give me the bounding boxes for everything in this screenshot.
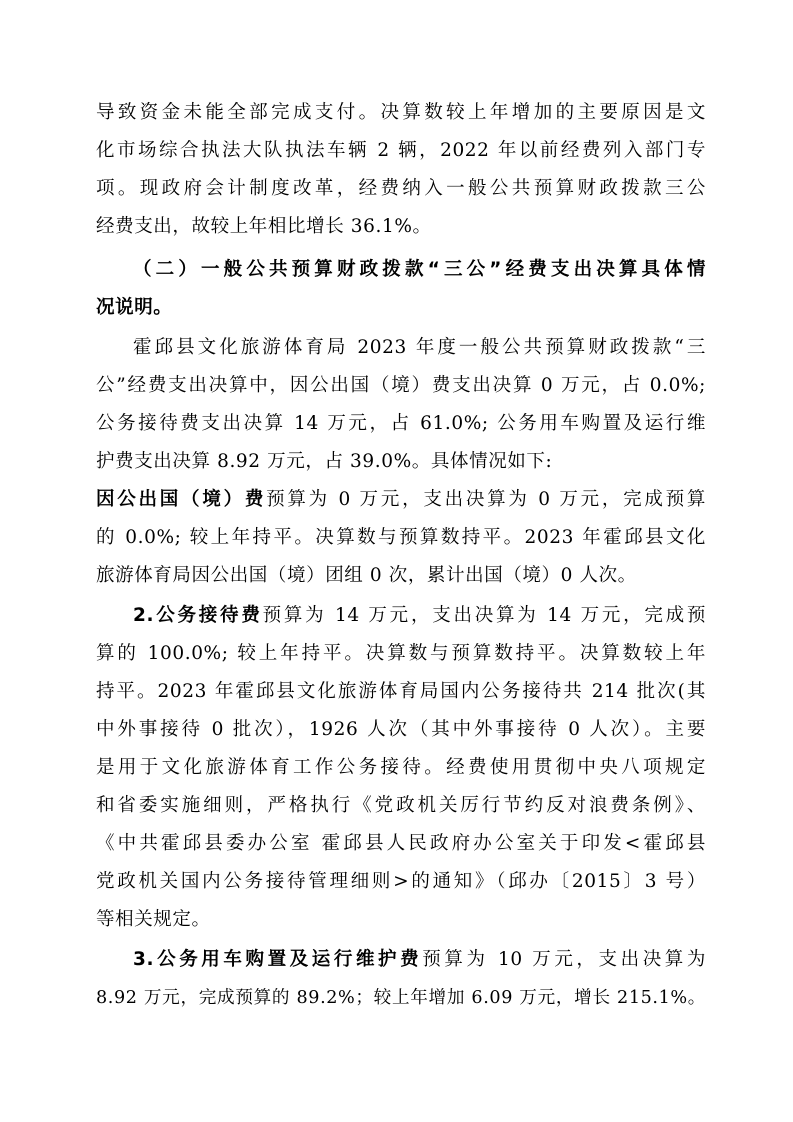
text-line	[96, 371, 706, 401]
text-line	[133, 945, 706, 975]
text-run: 经费支出，故较上年相比增长 36.1%。	[96, 216, 432, 237]
text-line	[96, 791, 706, 821]
text-line	[96, 753, 706, 783]
text-run: 和省委实施细则，严格执行《党政机关厉行节约反对浪费条例》、	[96, 795, 706, 816]
text-line	[96, 983, 706, 1013]
text-line	[96, 174, 706, 204]
item-title: 2.公务接待费	[133, 605, 263, 626]
text-run: 预算为 0 万元，支出决算为 0 万元，完成预算	[266, 489, 706, 510]
text-run: 算的 100.0%; 较上年持平。决算数与预算数持平。决算数较上年	[96, 643, 706, 664]
text-line	[96, 447, 706, 477]
text-run: 旅游体育局因公出国（境）团组 0 次，累计出国（境）0 人次。	[96, 565, 637, 586]
text-run: 公”经费支出决算中，因公出国（境）费支出决算 0 万元，占 0.0%;	[96, 375, 706, 396]
text-run: 党政机关国内公务接待管理细则>的通知》（邱办〔2015〕3 号）	[96, 871, 706, 892]
item-title: 因公出国（境）费	[96, 489, 267, 510]
text-line	[96, 523, 706, 553]
text-run: 持平。2023 年霍邱县文化旅游体育局国内公务接待共 214 批次(其	[96, 681, 706, 702]
text-run: 化市场综合执法大队执法车辆 2 辆，2022 年以前经费列入部门专	[96, 140, 706, 161]
text-run: 8.92 万元，完成预算的 89.2%；较上年增加 6.09 万元，增长 215.1%。	[96, 988, 706, 1008]
text-run: 预算为 10 万元，支出决算为	[422, 949, 706, 970]
text-run: 是用于文化旅游体育工作公务接待。经费使用贯彻中央八项规定	[96, 757, 706, 778]
text-line	[96, 867, 706, 897]
text-run: 霍邱县文化旅游体育局 2023 年度一般公共预算财政拨款“三	[133, 337, 706, 358]
text-line	[96, 409, 706, 439]
section-heading-continued	[96, 293, 706, 323]
text-line	[96, 212, 706, 242]
heading-text: 况说明。	[96, 297, 173, 318]
text-run: 的 0.0%; 较上年持平。决算数与预算数持平。2023 年霍邱县文化	[96, 527, 706, 548]
text-line	[96, 98, 706, 128]
text-run: 护费支出决算 8.92 万元，占 39.0%。具体情况如下:	[96, 451, 553, 472]
text-run: 预算为 14 万元，支出决算为 14 万元，完成预	[262, 605, 706, 626]
text-line	[96, 905, 706, 935]
text-run: 中外事接待 0 批次），1926 人次（其中外事接待 0 人次）。主要	[96, 719, 706, 740]
heading-text: （二）一般公共预算财政拨款“三公”经费支出决算具体情	[133, 259, 706, 280]
text-line	[133, 601, 706, 631]
item-title: 3.公务用车购置及运行维护费	[133, 949, 423, 970]
text-run: 公务接待费支出决算 14 万元，占 61.0%; 公务用车购置及运行维	[96, 413, 706, 434]
text-run: 《中共霍邱县委办公室 霍邱县人民政府办公室关于印发<霍邱县	[96, 833, 706, 854]
text-line	[96, 561, 706, 591]
text-line	[96, 715, 706, 745]
text-line	[96, 136, 706, 166]
text-run: 项。现政府会计制度改革，经费纳入一般公共预算财政拨款三公	[96, 178, 706, 199]
text-run: 等相关规定。	[96, 909, 211, 930]
text-line	[96, 829, 706, 859]
text-run: 导致资金未能全部完成支付。决算数较上年增加的主要原因是文	[96, 102, 706, 123]
section-heading	[133, 255, 706, 285]
text-line	[96, 485, 706, 515]
text-line	[96, 639, 706, 669]
text-line	[96, 677, 706, 707]
text-line	[133, 333, 706, 363]
